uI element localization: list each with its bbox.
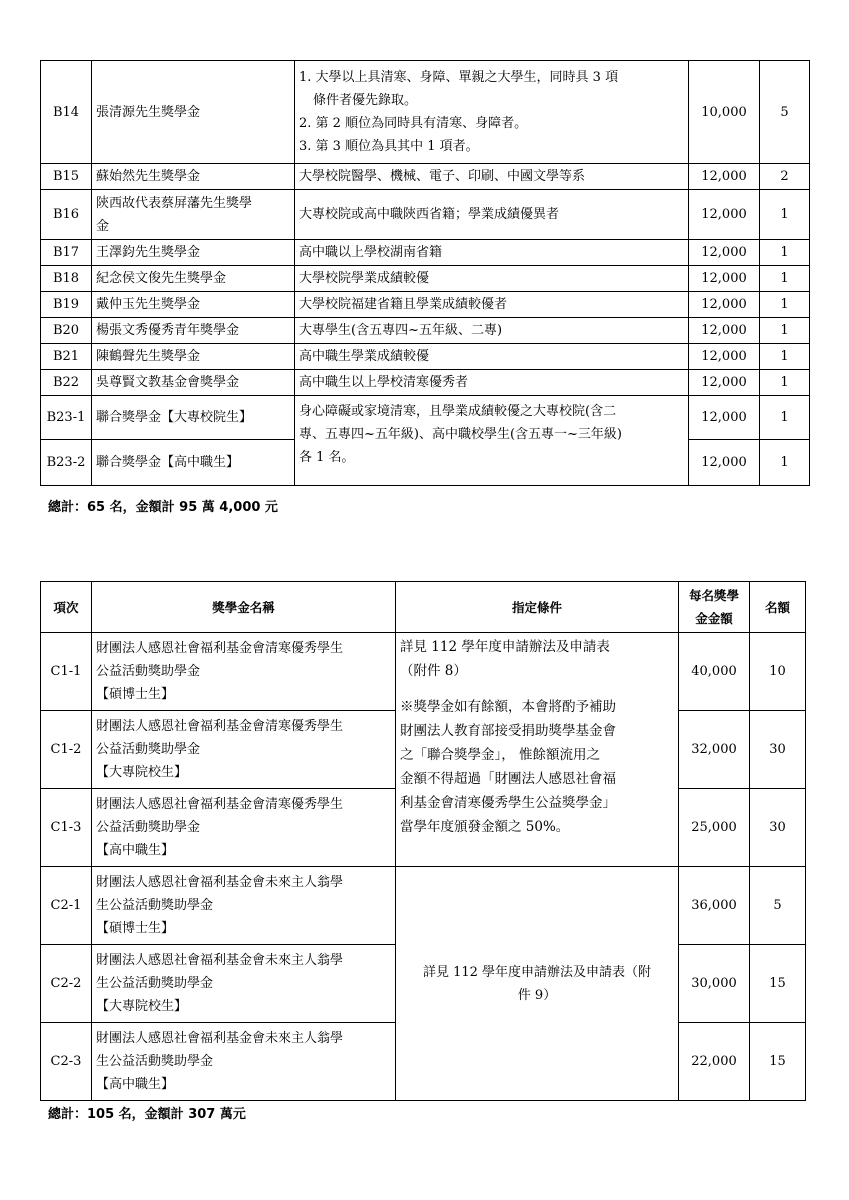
condition-line: ※獎學金如有餘額，本會將酌予補助: [400, 699, 616, 715]
amount: 22,000: [679, 1023, 750, 1101]
eligibility-conditions: 大專學生(含五專四~五年級、二專): [295, 318, 689, 344]
eligibility-conditions: 高中職以上學校湖南省籍: [295, 240, 689, 266]
name-line: 【高中職生】: [96, 843, 175, 858]
amount: 12,000: [689, 164, 760, 190]
quota: 5: [750, 867, 806, 945]
scholarship-name: 蘇始然先生獎學金: [92, 164, 295, 190]
scholarship-name: 王澤鈞先生獎學金: [92, 240, 295, 266]
scholarship-name: [92, 867, 396, 945]
condition-line: 利基金會清寒優秀學生公益獎學金」: [400, 795, 616, 811]
name-line: 公益活動獎助學金: [96, 742, 201, 757]
name-line: 【大專院校生】: [96, 999, 188, 1014]
row-id: B20: [41, 318, 92, 344]
name-line: 財團法人感恩社會福利基金會清寒優秀學生: [96, 719, 344, 734]
quota: 5: [760, 61, 810, 164]
row-id: B19: [41, 292, 92, 318]
amount: 25,000: [679, 789, 750, 867]
row-id: B22: [41, 370, 92, 396]
quota: 2: [760, 164, 810, 190]
scholarship-table-b: [40, 60, 810, 486]
scholarship-name: [92, 789, 396, 867]
quota: 1: [760, 440, 810, 486]
condition-line: 1. 大學以上具清寒、身障、單親之大學生，同時具 3 項: [299, 70, 619, 85]
header-amount: [679, 582, 750, 633]
condition-line: （附件 8）: [400, 663, 467, 679]
eligibility-conditions: [295, 61, 689, 164]
name-line: 公益活動獎助學金: [96, 664, 201, 679]
eligibility-conditions: [295, 396, 689, 486]
table-b-total: 總計：65 名，金額計 95 萬 4,000 元: [48, 500, 278, 515]
header-name: 獎學金名稱: [92, 582, 396, 633]
name-line: 生公益活動獎助學金: [96, 976, 214, 991]
header-id: 項次: [41, 582, 92, 633]
amount: 12,000: [689, 240, 760, 266]
table-row: [41, 318, 810, 344]
amount: 12,000: [689, 190, 760, 240]
table-header-row: [41, 582, 806, 633]
eligibility-conditions: 大學校院醫學、機械、電子、印刷、中國文學等系: [295, 164, 689, 190]
quota: 30: [750, 789, 806, 867]
condition-line: 3. 第 3 順位為具其中 1 項者。: [299, 139, 479, 154]
condition-spacer: [400, 683, 674, 695]
table-row: [41, 396, 810, 440]
amount: 30,000: [679, 945, 750, 1023]
quota: 10: [750, 633, 806, 711]
name-line: 公益活動獎助學金: [96, 820, 201, 835]
condition-line: 專、五專四~五年級)、高中職校學生(含五專一~三年級): [299, 427, 623, 442]
quota: 1: [760, 370, 810, 396]
scholarship-name: 陳鶴聲先生獎學金: [92, 344, 295, 370]
eligibility-conditions: 高中職生以上學校清寒優秀者: [295, 370, 689, 396]
scholarship-name: 聯合獎學金【高中職生】: [92, 440, 295, 486]
quota: 15: [750, 945, 806, 1023]
table-row: [41, 61, 810, 164]
quota: 15: [750, 1023, 806, 1101]
scholarship-name: 聯合獎學金【大專校院生】: [92, 396, 295, 440]
name-line: 【大專院校生】: [96, 765, 188, 780]
name-line: 生公益活動獎助學金: [96, 898, 214, 913]
name-line: 【高中職生】: [96, 1077, 175, 1092]
quota: 1: [760, 190, 810, 240]
row-id: B21: [41, 344, 92, 370]
amount: 36,000: [679, 867, 750, 945]
name-line: 財團法人感恩社會福利基金會未來主人翁學: [96, 1031, 344, 1046]
header-quota: 名額: [750, 582, 806, 633]
row-id: C2-3: [41, 1023, 92, 1101]
scholarship-name: 吳尊賢文教基金會獎學金: [92, 370, 295, 396]
row-id: C2-1: [41, 867, 92, 945]
scholarship-name: [92, 633, 396, 711]
quota: 1: [760, 344, 810, 370]
row-id: C1-3: [41, 789, 92, 867]
amount: 12,000: [689, 266, 760, 292]
quota: 1: [760, 396, 810, 440]
quota: 1: [760, 318, 810, 344]
row-id: B14: [41, 61, 92, 164]
row-id: C2-2: [41, 945, 92, 1023]
condition-line: 件 9）: [517, 987, 557, 1003]
header-conditions: 指定條件: [396, 582, 679, 633]
name-line: 【碩博士生】: [96, 687, 175, 702]
name-line: 陝西故代表蔡屏藩先生獎學: [96, 195, 253, 211]
header-amount-line: 每名獎學: [688, 588, 739, 603]
table-row: [41, 370, 810, 396]
eligibility-conditions: 大學校院學業成績較優: [295, 266, 689, 292]
row-id: B23-2: [41, 440, 92, 486]
name-line: 財團法人感恩社會福利基金會未來主人翁學: [96, 953, 344, 968]
scholarship-table-c: [40, 581, 806, 1101]
amount: 12,000: [689, 344, 760, 370]
table-row: [41, 164, 810, 190]
name-line: 生公益活動獎助學金: [96, 1054, 214, 1069]
condition-line: 身心障礙或家境清寒，且學業成績較優之大專校院(含二: [299, 404, 617, 419]
row-id: B18: [41, 266, 92, 292]
scholarship-name: [92, 1023, 396, 1101]
name-line: 財團法人感恩社會福利基金會清寒優秀學生: [96, 797, 344, 812]
table-row: [41, 292, 810, 318]
table-row: [41, 266, 810, 292]
table-row: [41, 190, 810, 240]
eligibility-conditions: [396, 867, 679, 1101]
quota: 1: [760, 266, 810, 292]
table-row: [41, 240, 810, 266]
name-line: 金: [96, 218, 110, 234]
eligibility-conditions: 高中職生學業成績較優: [295, 344, 689, 370]
eligibility-conditions: 大學校院福建省籍且學業成績較優者: [295, 292, 689, 318]
name-line: 財團法人感恩社會福利基金會清寒優秀學生: [96, 641, 344, 656]
condition-line: 金額不得超過「財團法人感恩社會福: [400, 771, 616, 787]
scholarship-name: 張清源先生獎學金: [92, 61, 295, 164]
amount: 12,000: [689, 396, 760, 440]
eligibility-conditions: 大專校院或高中職陝西省籍；學業成績優異者: [295, 190, 689, 240]
row-id: B15: [41, 164, 92, 190]
table-row: [41, 633, 806, 711]
condition-line: 2. 第 2 順位為同時具有清寒、身障者。: [299, 116, 528, 131]
scholarship-name: [92, 190, 295, 240]
row-id: B17: [41, 240, 92, 266]
table-row: [41, 344, 810, 370]
quota: 30: [750, 711, 806, 789]
scholarship-name: 紀念侯文俊先生獎學金: [92, 266, 295, 292]
name-line: 【碩博士生】: [96, 921, 175, 936]
table-row: [41, 867, 806, 945]
scholarship-name: 戴仲玉先生獎學金: [92, 292, 295, 318]
scholarship-name: [92, 945, 396, 1023]
table-c-total: 總計：105 名，金額計 307 萬元: [48, 1107, 246, 1122]
amount: 32,000: [679, 711, 750, 789]
amount: 12,000: [689, 370, 760, 396]
quota: 1: [760, 292, 810, 318]
amount: 12,000: [689, 440, 760, 486]
condition-line: 各 1 名。: [299, 450, 355, 465]
eligibility-conditions: [396, 633, 679, 867]
condition-line: 財團法人教育部接受捐助獎學基金會: [400, 723, 616, 739]
row-id: C1-2: [41, 711, 92, 789]
amount: 40,000: [679, 633, 750, 711]
row-id: B16: [41, 190, 92, 240]
name-line: 財團法人感恩社會福利基金會未來主人翁學: [96, 875, 344, 890]
header-amount-line: 金金額: [695, 611, 733, 626]
condition-line: 條件者優先錄取。: [313, 93, 418, 108]
row-id: C1-1: [41, 633, 92, 711]
amount: 12,000: [689, 292, 760, 318]
condition-line: 詳見 112 學年度申請辦法及申請表: [400, 639, 610, 655]
amount: 10,000: [689, 61, 760, 164]
condition-line: 當學年度頒發金額之 50%。: [400, 819, 570, 835]
condition-line: 之「聯合獎學金」， 惟餘額流用之: [400, 747, 601, 763]
amount: 12,000: [689, 318, 760, 344]
condition-line: 詳見 112 學年度申請辦法及申請表（附: [422, 964, 652, 980]
scholarship-name: 楊張文秀優秀青年獎學金: [92, 318, 295, 344]
scholarship-name: [92, 711, 396, 789]
row-id: B23-1: [41, 396, 92, 440]
quota: 1: [760, 240, 810, 266]
